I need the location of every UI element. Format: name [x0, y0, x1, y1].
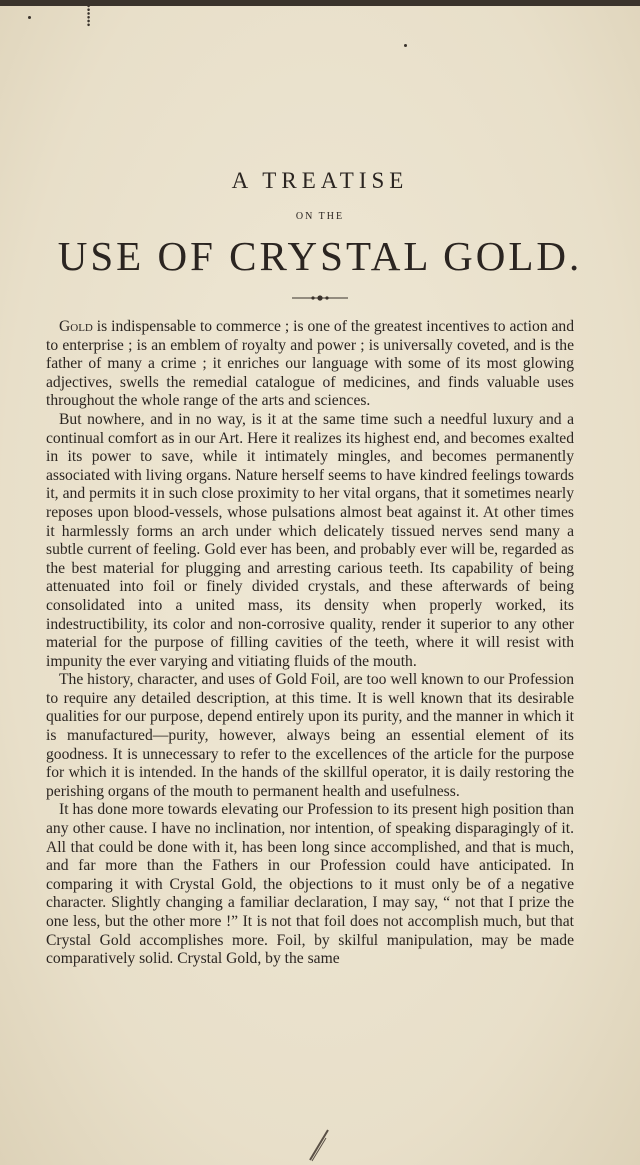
top-edge-rule	[0, 0, 640, 6]
ink-dot	[404, 44, 407, 47]
corner-mark: ⸽	[86, 5, 92, 27]
paragraph-1	[46, 318, 574, 411]
paragraph-2: But nowhere, and in no way, is it at the same time such a needful luxury and a continual comfort as in our Art. Here it realizes its highest end, and becomes exalted in its power to save, while it intimately mingles, and becomes permanently associated with living organs. Nature herself seems to have kindred feelings towards it, and permits it in such close proximity to her vital organs, that it sometimes nearly reposes upon blood-vessels, whose pulsations almost beat against it. At other times it harmlessly forms an arch under which delicately tissued nerves send many a subtle current of feeling. Gold ever has been, and probably ever will be, regarded as the best material for plugging and arresting carious teeth. Its capability of being attenuated into foil or finely divided crystals, and these afterwards of being consolidated into a united mass, its density when properly worked, its indestructibility, its color and non-corrosive quality, render it superior to any other material for the purpose of filling cavities of the teeth, where it will resist with impunity the ever varying and vitiating fluids of the mouth.	[46, 410, 574, 670]
treatise-body	[46, 318, 574, 969]
title-connector: ON THE	[295, 211, 345, 222]
title-ornament	[292, 294, 348, 302]
pencil-mark	[306, 1128, 332, 1162]
paragraph-4: It has done more towards elevating our Profession to its present high position than any other cause. I have no inclination, nor intention, of speaking disparagingly of it. All that could be done with it, has been long since accomplished, and that is much, and far more than the Fathers in our Profession could have anticipated. In comparing it with Crystal Gold, the objections to it must only be of a negative character. Slightly changing a familiar declaration, I may say, “ not that I prize the one less, but the other more !” It is not that foil does not accomplish much, but that Crystal Gold accomplishes more. Foil, by skilful manipulation, may be made comparatively solid. Crystal Gold, by the same	[46, 801, 574, 968]
treatise-title: A TREATISE	[231, 168, 409, 193]
ink-dot	[28, 16, 31, 19]
drop-lead-word: Gold	[59, 318, 93, 335]
treatise-subtitle: USE OF CRYSTAL GOLD.	[57, 233, 583, 279]
paragraph-3: The history, character, and uses of Gold Foil, are too well known to our Profession to require any detailed description, at this time. It is well known that its desirable qualities for our purpose, depend entirely upon its purity, and the manner in which it is manufactured—purity, however, always being an essential element of its goodness. It is unnecessary to refer to the excellences of the article for the purpose for which it is intended. In the hands of the skillful operator, it is daily restoring the perishing organs of the mouth to permanent health and usefulness.	[46, 671, 575, 800]
paragraph-1-text: is indispensable to commerce ; is one of the greatest incentives to action and to enterprise ; is an emblem of royalty and power ; is universally coveted, and is the father of many a crime ; it enriches our language with some of its most glowing adjectives, swells the remedial catalogue of medicines, and finds valuable uses throughout the whole range of the arts and sciences.	[46, 318, 574, 410]
